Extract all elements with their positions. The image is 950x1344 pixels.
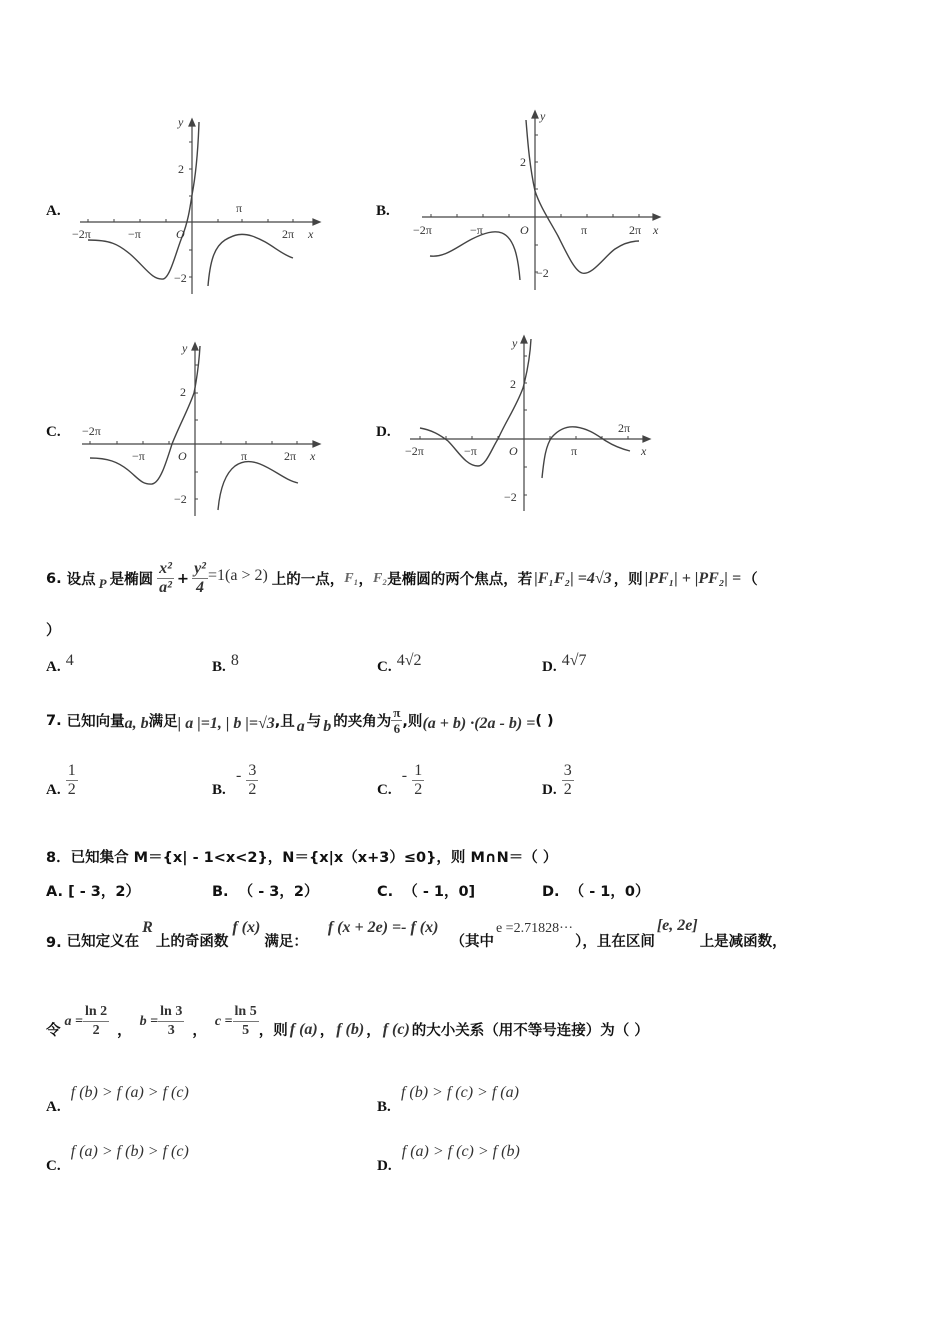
- q9-option-b[interactable]: B. f (b) > f (c) > f (a): [377, 1084, 519, 1115]
- svg-text:π: π: [571, 444, 578, 458]
- svg-text:−2: −2: [536, 266, 549, 280]
- svg-text:O: O: [520, 223, 529, 237]
- fraction-x2-a2: $\frac{\text{x²}}{\text{a²}}$: [159, 560, 172, 596]
- svg-text:O: O: [178, 449, 187, 463]
- question-8-options: [46, 880, 746, 902]
- svg-text:−2: −2: [504, 490, 517, 504]
- graph-d: [400, 333, 660, 518]
- q6-option-a[interactable]: A. 4: [46, 652, 74, 675]
- graph-a: [70, 112, 330, 297]
- question-6-options: [46, 650, 746, 676]
- svg-text:y: y: [540, 109, 546, 123]
- fraction-pi-6: $\frac{\pi}{6}$: [393, 705, 401, 736]
- svg-text:x: x: [653, 223, 659, 237]
- svg-text:−π: −π: [470, 223, 483, 237]
- question-8-stem: 8．已知集合 M＝{x| ‑ 1<x<2}，N＝{x|x（x+3）≤0}，则 M∩N＝（ ）: [46, 850, 558, 866]
- q7-option-d[interactable]: D. $\frac{3}{2}$: [542, 762, 572, 798]
- svg-text:−2π: −2π: [413, 223, 432, 237]
- svg-text:π: π: [241, 449, 248, 463]
- question-9-options: [46, 1082, 746, 1182]
- svg-text:−π: −π: [464, 444, 477, 458]
- q7-option-c[interactable]: C. - $\frac{1}{2}$: [377, 762, 423, 798]
- question-7-stem: 7. 已知向量 a, b 满足 | a |=1, | b |=√3 ,且 a 与 b 的夹角为 $\frac{\pi}{6}$ ,则 (a + b) ·(2a - b) = ( ): [46, 705, 554, 736]
- svg-text:π: π: [581, 223, 588, 237]
- svg-text:O: O: [509, 444, 518, 458]
- q8-option-c[interactable]: C. （ ‑ 1，0]: [377, 884, 476, 900]
- q9-option-d[interactable]: D. f (a) > f (c) > f (b): [377, 1143, 520, 1174]
- graph-b: [410, 106, 670, 296]
- q7-option-b[interactable]: B. - $\frac{3}{2}$: [212, 762, 257, 798]
- svg-text:2: 2: [520, 155, 526, 169]
- q6-option-c[interactable]: C. 4√2: [377, 652, 422, 675]
- svg-text:−π: −π: [132, 449, 145, 463]
- svg-text:y: y: [512, 336, 518, 350]
- svg-text:−2π: −2π: [72, 227, 91, 241]
- svg-text:2π: 2π: [629, 223, 642, 237]
- svg-text:−2: −2: [174, 492, 187, 506]
- svg-text:y: y: [182, 341, 188, 355]
- q6-option-b[interactable]: B. 8: [212, 652, 239, 675]
- q9-option-a[interactable]: A. f (b) > f (a) > f (c): [46, 1084, 189, 1115]
- svg-text:2: 2: [178, 162, 184, 176]
- question-9-stem-line1: 9. 已知定义在 R 上的奇函数 f (x) 满足： f (x + 2e) =- f (x) （其中 e =2.71828··· ），且在区间 [e, 2e] 上是减函数，: [46, 917, 787, 951]
- y-axis-label: y: [178, 115, 184, 129]
- svg-text:2π: 2π: [618, 421, 631, 435]
- graph-c-label[interactable]: C.: [46, 424, 61, 440]
- q8-option-a[interactable]: A. [ ‑ 3，2）: [46, 884, 140, 900]
- svg-text:x: x: [310, 449, 316, 463]
- question-6-stem: 6. 设点 P 是椭圆 $\frac{\text{x²}}{\text{a²}}$ + $\frac{\text{y²}}{4}$ =1(a > 2) 上的一点， F₁ ， F₂ 是椭圆的两个焦点，若 |F₁F₂| =4√3 ，则 |PF₁| + |PF₂| = （: [46, 560, 758, 596]
- graph-b-label[interactable]: B.: [376, 203, 390, 219]
- fraction-y2-4: $\frac{\text{y²}}{4}$: [194, 560, 206, 596]
- svg-text:2: 2: [510, 377, 516, 391]
- question-6-close-paren: ）: [46, 623, 61, 639]
- svg-text:2π: 2π: [282, 227, 295, 241]
- svg-text:−2π: −2π: [405, 444, 424, 458]
- q8-option-d[interactable]: D. （ ‑ 1，0）: [542, 884, 650, 900]
- svg-text:x: x: [308, 227, 314, 241]
- svg-text:−2: −2: [174, 271, 187, 285]
- graph-d-label[interactable]: D.: [376, 424, 391, 440]
- svg-text:x: x: [641, 444, 647, 458]
- svg-text:2π: 2π: [284, 449, 297, 463]
- svg-text:−2π: −2π: [82, 424, 101, 438]
- q8-option-b[interactable]: B. （ ‑ 3，2）: [212, 884, 319, 900]
- svg-text:π: π: [236, 201, 243, 215]
- q7-option-a[interactable]: A. $\frac{1}{2}$: [46, 762, 76, 798]
- q9-option-c[interactable]: C. f (a) > f (b) > f (c): [46, 1143, 189, 1174]
- graph-a-label[interactable]: A.: [46, 203, 61, 219]
- q6-option-d[interactable]: D. 4√7: [542, 652, 587, 675]
- question-7-options: [46, 762, 746, 808]
- graph-c: [70, 338, 330, 523]
- svg-text:2: 2: [180, 385, 186, 399]
- svg-text:O: O: [176, 227, 185, 241]
- question-9-stem-line2: 令 a = $\frac{\ln 2}{2}$ ， b = $\frac{\ln 3}{3}$ ， c = $\frac{\ln 5}{5}$ ，则 f (a) ， f (b) ， f (c) 的大小关系（用不等号连接）为（ ）: [46, 1004, 649, 1039]
- svg-text:−π: −π: [128, 227, 141, 241]
